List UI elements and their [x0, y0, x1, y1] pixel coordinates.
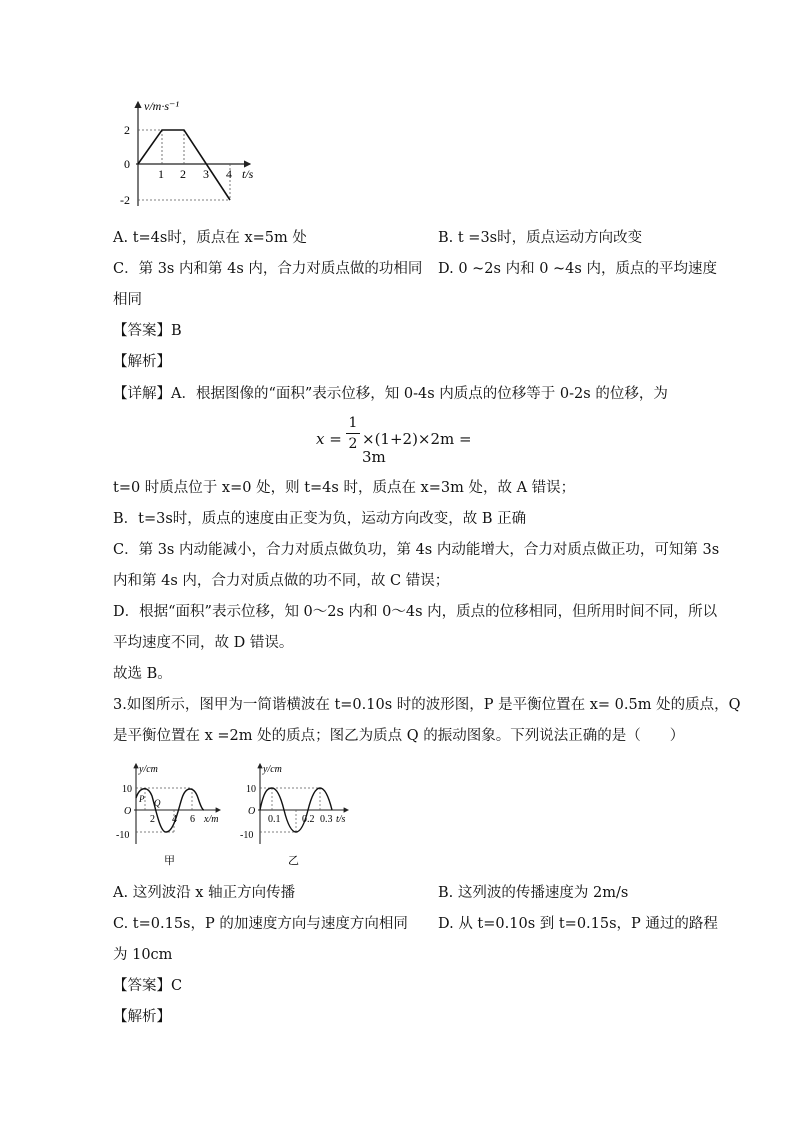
q3-answer: 【答案】C [113, 978, 183, 994]
yi-ytick-neg10: -10 [240, 830, 254, 841]
jia-point-p: P [139, 794, 145, 804]
vt-curve [138, 130, 230, 200]
yi-ytick-10: 10 [246, 784, 256, 795]
q2-analysis-heading: 【解析】 [113, 354, 171, 370]
yi-caption: 乙 [288, 855, 299, 867]
jia-ytick-10: 10 [122, 784, 132, 795]
jia-xtick-2: 2 [150, 814, 155, 825]
q2-option-d-cont: 相同 [113, 292, 142, 308]
q2-detail-line-5: 内和第 4s 内，合力对质点做的功不同，故 C 错误； [113, 573, 450, 589]
yi-xtick-02: 0.2 [302, 814, 315, 825]
vt-ytick-0: 0 [124, 157, 130, 171]
yi-ylabel: y/cm [263, 764, 282, 775]
q2-formula [316, 414, 496, 464]
q2-option-d: D. 0 ~2s 内和 0 ~4s 内，质点的平均速度 [438, 261, 717, 277]
yi-origin: O [248, 806, 256, 817]
q2-detail-line-3: B．t=3s时，质点的速度由正变为负，运动方向改变，故 B 正确 [113, 511, 527, 527]
jia-caption: 甲 [164, 855, 175, 867]
jia-origin: O [124, 806, 132, 817]
vt-xtick-4: 4 [226, 167, 232, 181]
q3-option-d: D. 从 t=0.10s 到 t=0.15s，P 通过的路程 [438, 916, 718, 932]
q2-option-b: B. t =3s时，质点运动方向改变 [438, 230, 643, 246]
q3-stem-line-1: 3.如图所示，图甲为一简谐横波在 t=0.10s 时的波形图，P 是平衡位置在 x= 0.5m 处的质点，Q [113, 697, 741, 713]
formula-lhs: x = [316, 430, 342, 448]
formula-denominator: 2 [348, 436, 358, 452]
q3-option-d-cont: 为 10cm [113, 947, 173, 963]
jia-xtick-4: 4 [172, 814, 177, 825]
q3-option-c: C. t=0.15s，P 的加速度方向与速度方向相同 [113, 916, 408, 932]
q2-detail-line-7: 平均速度不同，故 D 错误。 [113, 635, 294, 651]
q3-option-b: B. 这列波的传播速度为 2m/s [438, 885, 629, 901]
vt-ytick-neg2: -2 [120, 193, 130, 207]
velocity-time-graph [110, 96, 260, 212]
yi-xlabel: t/s [336, 814, 346, 825]
jia-ytick-neg10: -10 [116, 830, 130, 841]
q2-option-a: A. t=4s时，质点在 x=5m 处 [113, 230, 307, 246]
yi-xtick-03: 0.3 [320, 814, 333, 825]
wave-graph-jia [112, 760, 228, 870]
vibration-graph-yi [236, 760, 356, 870]
yi-xtick-01: 0.1 [268, 814, 281, 825]
jia-ylabel: y/cm [139, 764, 158, 775]
q2-option-c: C．第 3s 内和第 4s 内，合力对质点做的功相同 [113, 261, 423, 277]
vt-xlabel: t/s [242, 167, 254, 181]
q2-detail-line-2: t=0 时质点位于 x=0 处，则 t=4s 时，质点在 x=3m 处，故 A 错误； [113, 480, 576, 496]
q2-detail-line-1: 【详解】A．根据图像的“面积”表示位移，知 0-4s 内质点的位移等于 0-2s 的位移，为 [113, 386, 668, 402]
vt-xtick-1: 1 [158, 167, 164, 181]
jia-point-q: Q [154, 798, 161, 808]
vt-xtick-3: 3 [203, 167, 209, 181]
formula-rhs: ×(1+2)×2m = 3m [362, 430, 472, 466]
q2-detail-line-8: 故选 B。 [113, 666, 172, 682]
jia-xtick-6: 6 [190, 814, 195, 825]
formula-fraction [346, 414, 360, 453]
formula-numerator: 1 [348, 415, 358, 431]
jia-xlabel: x/m [204, 814, 219, 825]
q2-detail-line-6: D．根据“面积”表示位移，知 0～2s 内和 0～4s 内，质点的位移相同，但所用时间不同，所以 [113, 604, 718, 620]
q3-option-a: A. 这列波沿 x 轴正方向传播 [113, 885, 296, 901]
vt-xtick-2: 2 [180, 167, 186, 181]
q2-answer: 【答案】B [113, 323, 182, 339]
q2-detail-line-4: C．第 3s 内动能减小，合力对质点做负功，第 4s 内动能增大，合力对质点做正功，可知第 3s [113, 542, 720, 558]
vt-ytick-2: 2 [124, 123, 130, 137]
q3-stem-line-2: 是平衡位置在 x =2m 处的质点；图乙为质点 Q 的振动图象。下列说法正确的是（ ） [113, 728, 685, 744]
q3-analysis-heading: 【解析】 [113, 1009, 171, 1025]
vt-ylabel: v/m·s⁻¹ [144, 99, 179, 113]
